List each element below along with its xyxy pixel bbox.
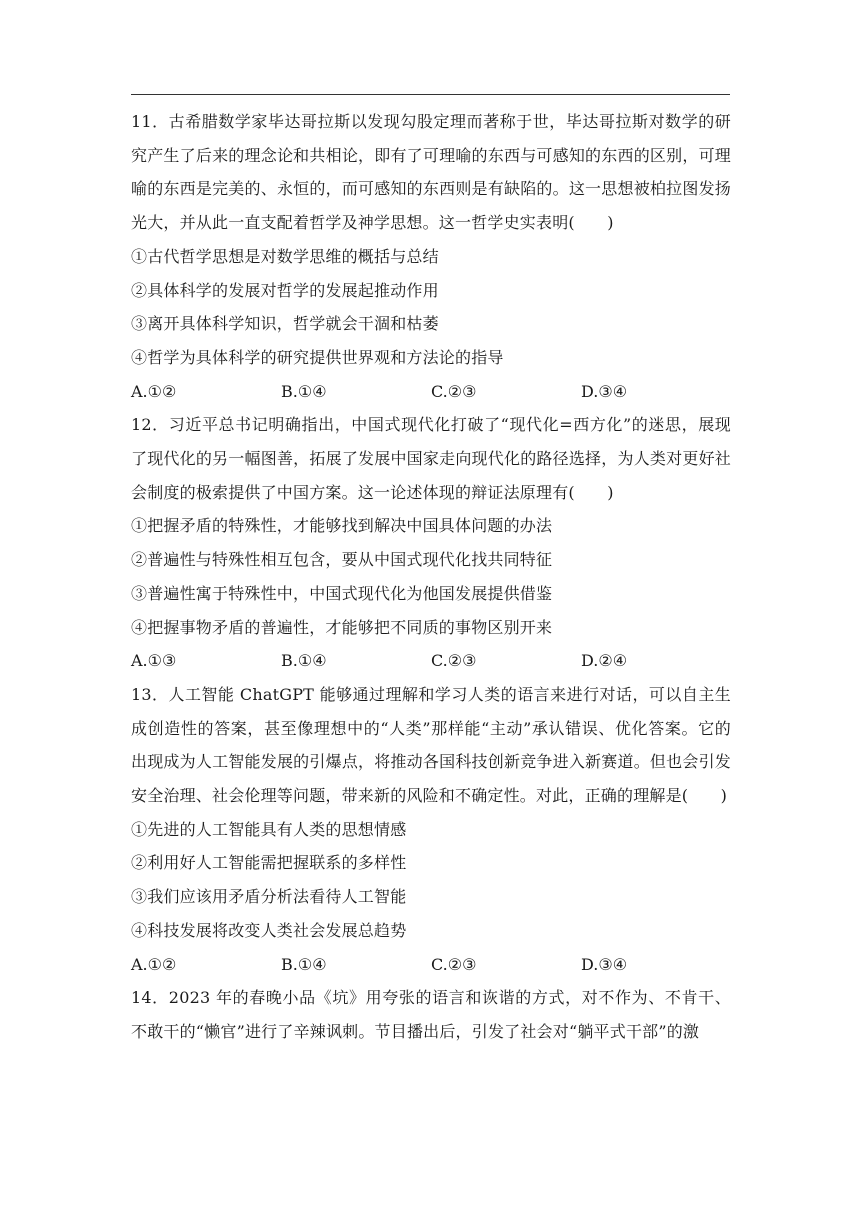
- choice-d[interactable]: D.③④: [581, 381, 628, 401]
- choice-b[interactable]: B.①④: [281, 651, 327, 671]
- choice-b[interactable]: B.①④: [281, 954, 327, 974]
- option-3: ③我们应该用矛盾分析法看待人工智能: [131, 887, 407, 907]
- question-stem: 11．古希腊数学家毕达哥拉斯以发现勾股定理而著称于世，毕达哥拉斯对数学的研究产生了后来的理念论和共相论，即有了可理喻的东西与可感知的东西的区别，可理喻的东西是完美的、永恒的，而可感知的东西则是有缺陷的。这一思想被柏拉图发扬光大，并从此一直支配着哲学及神学思想。这一哲学史实表明( ): [131, 112, 731, 233]
- choice-b[interactable]: B.①④: [281, 381, 327, 401]
- choice-c[interactable]: C.②③: [431, 381, 477, 401]
- option-1: ①把握矛盾的特殊性，才能够找到解决中国具体问题的办法: [131, 516, 553, 536]
- choice-a[interactable]: A.①②: [131, 381, 177, 401]
- option-3: ③普遍性寓于特殊性中，中国式现代化为他国发展提供借鉴: [131, 583, 553, 603]
- question-list: [131, 105, 731, 1049]
- header-rule: [131, 94, 730, 95]
- choice-d[interactable]: D.②④: [581, 651, 628, 671]
- answer-choices: [131, 375, 731, 409]
- choice-d[interactable]: D.③④: [581, 954, 628, 974]
- choice-c[interactable]: C.②③: [431, 954, 477, 974]
- option-4: ④把握事物矛盾的普遍性，才能够把不同质的事物区别开来: [131, 617, 553, 637]
- question-stem: 12．习近平总书记明确指出，中国式现代化打破了“现代化=西方化”的迷思，展现了现代化的另一幅图善，拓展了发展中国家走向现代化的路径选择，为人类对更好社会制度的极索提供了中国方案。这一论述体现的辩证法原理有( ): [131, 415, 731, 502]
- option-4: ④科技发展将改变人类社会发展总趋势: [131, 920, 407, 940]
- choice-a[interactable]: A.①②: [131, 954, 177, 974]
- question-stem: 14．2023 年的春晚小品《坑》用夸张的语言和诙谐的方式，对不作为、不肯干、不敢干的“懒官”进行了辛辣讽刺。节目播出后，引发了社会对“躺平式干部”的激: [131, 988, 731, 1041]
- answer-choices: [131, 948, 731, 982]
- question-13: [131, 678, 731, 981]
- question-14: [131, 981, 731, 1048]
- option-4: ④哲学为具体科学的研究提供世界观和方法论的指导: [131, 347, 504, 367]
- choice-c[interactable]: C.②③: [431, 651, 477, 671]
- option-2: ②普遍性与特殊性相互包含，要从中国式现代化找共同特征: [131, 550, 553, 570]
- option-2: ②利用好人工智能需把握联系的多样性: [131, 853, 407, 873]
- option-1: ①先进的人工智能具有人类的思想情感: [131, 819, 407, 839]
- question-11: [131, 105, 731, 408]
- question-12: [131, 408, 731, 678]
- question-stem: 13．人工智能 ChatGPT 能够通过理解和学习人类的语言来进行对话，可以自主生成创造性的答案，甚至像理想中的“人类”那样能“主动”承认错误、优化答案。它的出现成为人工智能发展的引爆点，将推动各国科技创新竞争进入新赛道。但也会引发安全治理、社会伦理等问题，带来新的风险和不确定性。对此，正确的理解是( ): [131, 684, 731, 806]
- option-2: ②具体科学的发展对哲学的发展起推动作用: [131, 280, 439, 300]
- option-3: ③离开具体科学知识，哲学就会干涸和枯萎: [131, 314, 439, 334]
- choice-a[interactable]: A.①③: [131, 651, 177, 671]
- option-1: ①古代哲学思想是对数学思维的概括与总结: [131, 246, 439, 266]
- answer-choices: [131, 644, 731, 678]
